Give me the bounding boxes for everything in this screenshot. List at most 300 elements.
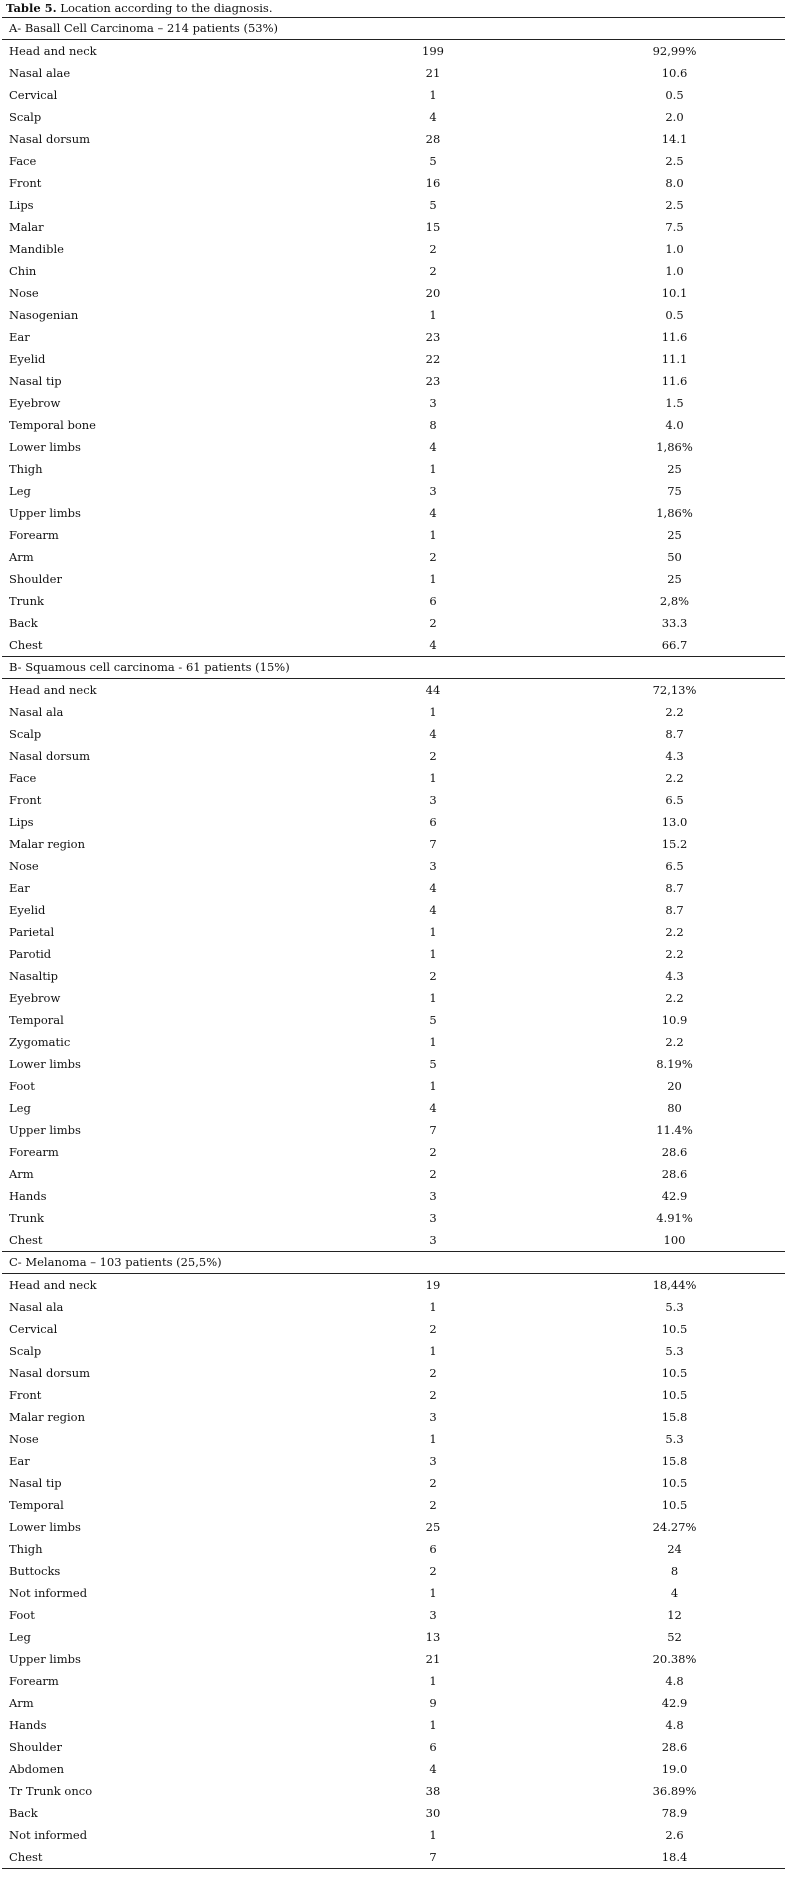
count-cell: 2	[429, 1145, 437, 1159]
table-row	[2, 811, 785, 833]
location-cell: Chin	[9, 264, 37, 278]
location-cell: Nasal dorsum	[9, 132, 91, 146]
location-cell: Upper limbs	[9, 506, 81, 520]
percent-cell: 2.0	[665, 110, 684, 124]
table-row	[2, 1648, 785, 1670]
table-row	[2, 62, 785, 84]
table-row	[2, 1516, 785, 1538]
table-row	[2, 1075, 785, 1097]
location-cell: Thigh	[9, 1542, 43, 1556]
table-row	[2, 1318, 785, 1340]
percent-cell: 28.6	[661, 1167, 688, 1181]
table-row	[2, 1758, 785, 1780]
percent-cell: 8.7	[665, 881, 684, 895]
table-row	[2, 1802, 785, 1824]
table-row	[2, 84, 785, 106]
location-cell: Lips	[9, 815, 34, 829]
table-row	[2, 502, 785, 524]
table-row	[2, 1582, 785, 1604]
percent-cell: 1.5	[665, 396, 684, 410]
location-cell: Front	[9, 176, 42, 190]
table-row	[2, 304, 785, 326]
table-row	[2, 106, 785, 128]
table-row	[2, 1009, 785, 1031]
percent-cell: 8.7	[665, 727, 684, 741]
percent-cell: 6.5	[665, 793, 684, 807]
count-cell: 2	[429, 616, 437, 630]
section-header-row	[2, 18, 785, 40]
count-cell: 4	[429, 440, 437, 454]
table-row	[2, 1163, 785, 1185]
count-cell: 3	[429, 396, 437, 410]
table-caption	[2, 0, 788, 17]
location-cell: Nasal ala	[9, 1300, 64, 1314]
location-cell: Cervical	[9, 1322, 58, 1336]
count-cell: 5	[429, 154, 437, 168]
percent-cell: 36.89%	[652, 1784, 697, 1798]
location-cell: Buttocks	[9, 1564, 61, 1578]
count-cell: 38	[425, 1784, 441, 1798]
percent-cell: 50	[667, 550, 682, 564]
count-cell: 1	[429, 1079, 437, 1093]
count-cell: 28	[425, 132, 441, 146]
location-cell: Head and neck	[9, 44, 97, 58]
table-row	[2, 1362, 785, 1384]
location-cell: Nasal tip	[9, 374, 62, 388]
percent-cell: 5.3	[665, 1344, 684, 1358]
percent-cell: 10.5	[661, 1498, 688, 1512]
location-cell: Nasal tip	[9, 1476, 62, 1490]
section-title: B- Squamous cell carcinoma - 61 patients (15%)	[2, 657, 785, 679]
count-cell: 15	[425, 220, 441, 234]
count-cell: 4	[429, 110, 437, 124]
percent-cell: 8	[670, 1564, 679, 1578]
table-row	[2, 1714, 785, 1736]
percent-cell: 0.5	[665, 88, 684, 102]
location-cell: Shoulder	[9, 572, 62, 586]
location-cell: Temporal bone	[9, 418, 96, 432]
count-cell: 3	[429, 1233, 437, 1247]
count-cell: 21	[425, 66, 441, 80]
count-cell: 3	[429, 1211, 437, 1225]
table-row	[2, 899, 785, 921]
location-cell: Nasal alae	[9, 66, 71, 80]
percent-cell: 7.5	[665, 220, 684, 234]
percent-cell: 2.5	[665, 198, 684, 212]
count-cell: 23	[425, 330, 441, 344]
percent-cell: 1.0	[665, 242, 684, 256]
count-cell: 3	[429, 1410, 437, 1424]
table-row	[2, 679, 785, 702]
table-row	[2, 1472, 785, 1494]
location-cell: Tr Trunk onco	[9, 1784, 93, 1798]
location-cell: Back	[9, 1806, 38, 1820]
percent-cell: 13.0	[661, 815, 688, 829]
table-row	[2, 1031, 785, 1053]
table-row	[2, 1428, 785, 1450]
count-cell: 4	[429, 727, 437, 741]
count-cell: 5	[429, 1057, 437, 1071]
count-cell: 1	[429, 308, 437, 322]
percent-cell: 4	[670, 1586, 679, 1600]
location-cell: Chest	[9, 638, 43, 652]
percent-cell: 72,13%	[652, 683, 697, 697]
count-cell: 1	[429, 1035, 437, 1049]
count-cell: 7	[302, 1846, 564, 1869]
percent-cell: 8.19%	[656, 1057, 693, 1071]
count-cell: 4	[429, 638, 437, 652]
percent-cell: 25	[667, 572, 682, 586]
location-cell: Ear	[9, 330, 30, 344]
percent-cell: 4.3	[665, 969, 684, 983]
percent-cell: 28.6	[661, 1145, 688, 1159]
location-cell: Upper limbs	[9, 1652, 81, 1666]
section-header-row	[2, 1252, 785, 1274]
location-cell: Eyelid	[9, 903, 46, 917]
count-cell: 2	[429, 749, 437, 763]
percent-cell: 100	[663, 1233, 686, 1247]
location-cell: Scalp	[9, 1344, 42, 1358]
location-cell: Arm	[9, 1696, 34, 1710]
percent-cell: 42.9	[661, 1189, 688, 1203]
location-cell: Ear	[9, 881, 30, 895]
percent-cell: 10.5	[661, 1366, 688, 1380]
percent-cell: 28.6	[661, 1740, 688, 1754]
table-row	[2, 921, 785, 943]
percent-cell: 15.2	[661, 837, 688, 851]
location-cell: Chest	[2, 1846, 302, 1869]
table-row	[2, 524, 785, 546]
percent-cell: 2.6	[665, 1828, 684, 1842]
count-cell: 9	[429, 1696, 437, 1710]
count-cell: 2	[429, 1476, 437, 1490]
count-cell: 2	[429, 550, 437, 564]
percent-cell: 2.2	[665, 991, 684, 1005]
count-cell: 3	[429, 484, 437, 498]
location-cell: Scalp	[9, 110, 42, 124]
percent-cell: 4.8	[665, 1718, 684, 1732]
location-cell: Not informed	[9, 1586, 88, 1600]
percent-cell: 5.3	[665, 1432, 684, 1446]
location-cell: Trunk	[9, 594, 44, 608]
table-row	[2, 238, 785, 260]
percent-cell: 66.7	[661, 638, 688, 652]
table-row	[2, 943, 785, 965]
percent-cell: 2.2	[665, 947, 684, 961]
location-cell: Arm	[9, 1167, 34, 1181]
percent-cell: 19.0	[661, 1762, 688, 1776]
location-cell: Eyelid	[9, 352, 46, 366]
table-row	[2, 414, 785, 436]
location-cell: Face	[9, 771, 37, 785]
table-row	[2, 855, 785, 877]
location-cell: Front	[9, 793, 42, 807]
percent-cell: 92,99%	[652, 44, 697, 58]
location-cell: Arm	[9, 550, 34, 564]
table-row	[2, 1340, 785, 1362]
percent-cell: 1,86%	[656, 440, 693, 454]
table-row	[2, 1406, 785, 1428]
table-row	[2, 1538, 785, 1560]
count-cell: 1	[429, 925, 437, 939]
percent-cell: 4.91%	[656, 1211, 693, 1225]
percent-cell: 11.4%	[656, 1123, 693, 1137]
count-cell: 1	[429, 705, 437, 719]
count-cell: 1	[429, 1718, 437, 1732]
table-row	[2, 348, 785, 370]
percent-cell: 15.8	[661, 1454, 688, 1468]
table-row	[2, 370, 785, 392]
percent-cell: 5.3	[665, 1300, 684, 1314]
table-row	[2, 1604, 785, 1626]
location-cell: Upper limbs	[9, 1123, 81, 1137]
count-cell: 2	[429, 242, 437, 256]
location-cell: Nose	[9, 859, 39, 873]
location-cell: Head and neck	[9, 683, 97, 697]
count-cell: 4	[429, 506, 437, 520]
table-row	[2, 282, 785, 304]
table-row	[2, 745, 785, 767]
count-cell: 22	[425, 352, 441, 366]
percent-cell: 4.8	[665, 1674, 684, 1688]
percent-cell: 78.9	[661, 1806, 688, 1820]
table-row	[2, 40, 785, 63]
table-row	[2, 150, 785, 172]
table-row	[2, 436, 785, 458]
percent-cell: 10.5	[661, 1322, 688, 1336]
location-cell: Cervical	[9, 88, 58, 102]
table-row	[2, 1141, 785, 1163]
table-row	[2, 1450, 785, 1472]
location-cell: Nose	[9, 286, 39, 300]
count-cell: 1	[429, 88, 437, 102]
count-cell: 4	[429, 881, 437, 895]
section-title: C- Melanoma – 103 patients (25,5%)	[2, 1252, 785, 1274]
count-cell: 3	[429, 1189, 437, 1203]
count-cell: 1	[429, 572, 437, 586]
table-row	[2, 1053, 785, 1075]
count-cell: 19	[425, 1278, 441, 1292]
location-cell: Nasal dorsum	[9, 749, 91, 763]
percent-cell: 10.9	[661, 1013, 688, 1027]
count-cell: 4	[429, 903, 437, 917]
location-cell: Forearm	[9, 528, 59, 542]
count-cell: 20	[425, 286, 441, 300]
location-cell: Not informed	[9, 1828, 88, 1842]
location-cell: Foot	[9, 1608, 35, 1622]
count-cell: 30	[425, 1806, 441, 1820]
table-row	[2, 767, 785, 789]
table-row	[2, 590, 785, 612]
table-row	[2, 194, 785, 216]
count-cell: 1	[429, 1344, 437, 1358]
count-cell: 2	[429, 969, 437, 983]
count-cell: 3	[429, 859, 437, 873]
location-cell: Mandible	[9, 242, 64, 256]
count-cell: 1	[429, 1828, 437, 1842]
location-cell: Malar region	[9, 1410, 85, 1424]
section-header-row	[2, 657, 785, 679]
percent-cell: 75	[667, 484, 682, 498]
location-cell: Parietal	[9, 925, 55, 939]
table-row	[2, 789, 785, 811]
percent-cell: 20.38%	[652, 1652, 697, 1666]
table-row	[2, 1670, 785, 1692]
percent-cell: 10.1	[661, 286, 688, 300]
location-cell: Hands	[9, 1189, 47, 1203]
location-cell: Nasal dorsum	[9, 1366, 91, 1380]
count-cell: 2	[429, 264, 437, 278]
location-cell: Nasaltip	[9, 969, 59, 983]
table-row	[2, 392, 785, 414]
location-cell: Leg	[9, 484, 31, 498]
count-cell: 1	[429, 991, 437, 1005]
percent-cell: 10.5	[661, 1388, 688, 1402]
count-cell: 4	[429, 1762, 437, 1776]
table-caption-text: Location according to the diagnosis.	[56, 1, 273, 15]
location-cell: Lower limbs	[9, 1520, 81, 1534]
count-cell: 1	[429, 1586, 437, 1600]
table-row	[2, 634, 785, 657]
table-row	[2, 128, 785, 150]
table-row	[2, 568, 785, 590]
table-row	[2, 1274, 785, 1297]
percent-cell: 0.5	[665, 308, 684, 322]
location-cell: Lower limbs	[9, 440, 81, 454]
table-row	[2, 546, 785, 568]
location-cell: Face	[9, 154, 37, 168]
percent-cell: 2.5	[665, 154, 684, 168]
location-cell: Zygomatic	[9, 1035, 71, 1049]
percent-cell: 10.5	[661, 1476, 688, 1490]
location-cell: Abdomen	[9, 1762, 65, 1776]
percent-cell: 11.6	[661, 330, 688, 344]
percent-cell: 14.1	[661, 132, 688, 146]
percent-cell: 18.4	[564, 1846, 785, 1869]
table-row	[2, 1692, 785, 1714]
location-cell: Ear	[9, 1454, 30, 1468]
table-row	[2, 1494, 785, 1516]
count-cell: 13	[425, 1630, 441, 1644]
table-row	[2, 1384, 785, 1406]
count-cell: 16	[425, 176, 441, 190]
count-cell: 8	[429, 418, 437, 432]
count-cell: 2	[429, 1388, 437, 1402]
percent-cell: 11.1	[661, 352, 688, 366]
count-cell: 1	[429, 771, 437, 785]
location-cell: Malar region	[9, 837, 85, 851]
table-row	[2, 833, 785, 855]
percent-cell: 2.2	[665, 705, 684, 719]
table-row	[2, 1185, 785, 1207]
percent-cell: 15.8	[661, 1410, 688, 1424]
percent-cell: 4.0	[665, 418, 684, 432]
count-cell: 2	[429, 1167, 437, 1181]
count-cell: 2	[429, 1498, 437, 1512]
location-cell: Foot	[9, 1079, 35, 1093]
percent-cell: 4.3	[665, 749, 684, 763]
count-cell: 5	[429, 1013, 437, 1027]
table-caption-label: Table 5.	[6, 1, 57, 15]
count-cell: 3	[429, 793, 437, 807]
location-cell: Forearm	[9, 1674, 59, 1688]
percent-cell: 25	[667, 462, 682, 476]
count-cell: 2	[429, 1564, 437, 1578]
table-row	[2, 1119, 785, 1141]
count-cell: 1	[429, 1300, 437, 1314]
table-row	[2, 458, 785, 480]
count-cell: 6	[429, 815, 437, 829]
count-cell: 44	[425, 683, 441, 697]
count-cell: 2	[429, 1322, 437, 1336]
table-row	[2, 1780, 785, 1802]
count-cell: 7	[429, 1123, 437, 1137]
table-row	[2, 877, 785, 899]
location-cell: Eyebrow	[9, 991, 61, 1005]
count-cell: 199	[422, 44, 444, 58]
table-row	[2, 1229, 785, 1252]
percent-cell: 24.27%	[652, 1520, 697, 1534]
table-row	[2, 987, 785, 1009]
count-cell: 23	[425, 374, 441, 388]
count-cell: 7	[429, 837, 437, 851]
count-cell: 4	[429, 1101, 437, 1115]
percent-cell: 52	[667, 1630, 682, 1644]
table-row	[2, 1560, 785, 1582]
table-row	[2, 1736, 785, 1758]
location-cell: Leg	[9, 1101, 31, 1115]
table-row	[2, 1296, 785, 1318]
percent-cell: 12	[667, 1608, 682, 1622]
count-cell: 6	[429, 594, 437, 608]
location-cell: Chest	[9, 1233, 43, 1247]
location-cell: Thigh	[9, 462, 43, 476]
table-row	[2, 1207, 785, 1229]
count-cell: 5	[429, 198, 437, 212]
percent-cell: 25	[667, 528, 682, 542]
location-cell: Hands	[9, 1718, 47, 1732]
count-cell: 6	[429, 1542, 437, 1556]
count-cell: 1	[429, 528, 437, 542]
count-cell: 25	[425, 1520, 441, 1534]
count-cell: 3	[429, 1608, 437, 1622]
percent-cell: 11.6	[661, 374, 688, 388]
location-cell: Malar	[9, 220, 44, 234]
percent-cell: 24	[667, 1542, 682, 1556]
location-cell: Scalp	[9, 727, 42, 741]
count-cell: 1	[429, 1674, 437, 1688]
percent-cell: 80	[667, 1101, 682, 1115]
table-row	[2, 1097, 785, 1119]
location-cell: Temporal	[9, 1013, 64, 1027]
location-cell: Head and neck	[9, 1278, 97, 1292]
table-row	[2, 965, 785, 987]
percent-cell: 6.5	[665, 859, 684, 873]
location-cell: Nasal ala	[9, 705, 64, 719]
section-title: A- Basall Cell Carcinoma – 214 patients (53%)	[2, 18, 785, 40]
table-row	[2, 1846, 785, 1869]
count-cell: 1	[429, 462, 437, 476]
table-row	[2, 612, 785, 634]
percent-cell: 18,44%	[652, 1278, 697, 1292]
table-row	[2, 216, 785, 238]
location-cell: Front	[9, 1388, 42, 1402]
count-cell: 1	[429, 1432, 437, 1446]
table-row	[2, 172, 785, 194]
location-cell: Lower limbs	[9, 1057, 81, 1071]
location-table	[2, 17, 785, 1869]
percent-cell: 1.0	[665, 264, 684, 278]
